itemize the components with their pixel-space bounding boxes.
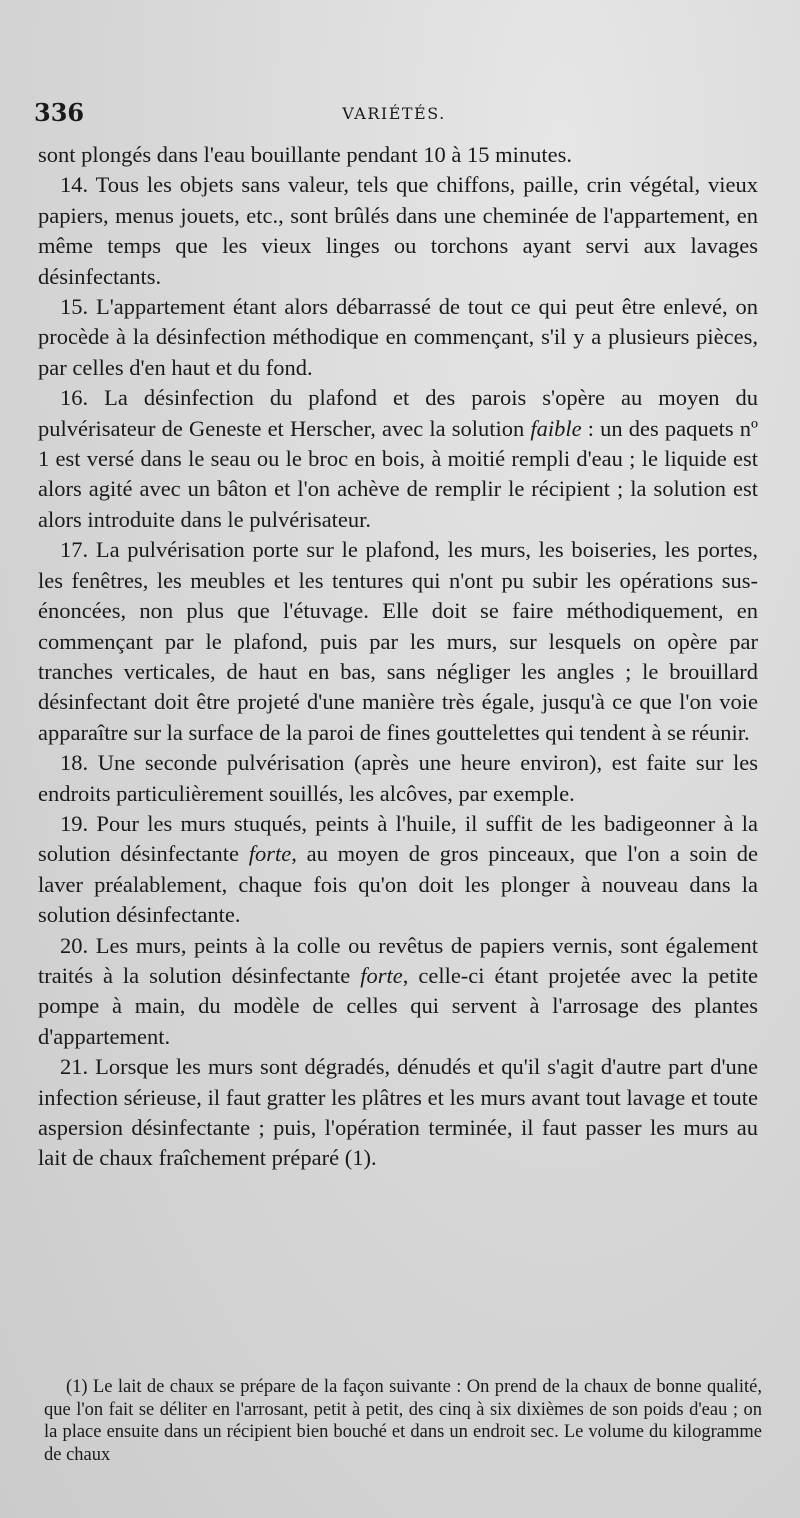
- paragraph-21: 21. Lorsque les murs sont dégradés, dénudés et qu'il s'agit d'autre part d'une infection sérieuse, il faut gratter les plâtres et les murs avant tout lavage et toute aspersion désinfectante ; puis, l'opération terminée, il faut passer les murs au lait de chaux fraîchement préparé (1).: [38, 1054, 758, 1171]
- paragraph-20-text-a: 20. Les murs, peints à la colle ou revêtus de papiers vernis, sont également traités à la solution désinfectante: [38, 932, 758, 988]
- paragraph-17: 17. La pulvérisation porte sur le plafond, les murs, les boiseries, les portes, les fenêtres, les meubles et les tentures qui n'ont pu subir les opérations sus-énoncées, non plus que l'étuvage. Elle doit se faire méthodiquement, en commençant par le plafond, puis par les murs, sur lesquels on opère par tranches verticales, de haut en bas, sans négliger les angles ; le brouillard désinfectant doit être projeté d'une manière très égale, jusqu'à ce que l'on voie apparaître sur la surface de la paroi de fines gouttelettes qui tendent à se réunir.: [38, 537, 758, 745]
- footnote: [44, 1376, 762, 1466]
- paragraph-16-text-b: : un des paquets nº 1 est versé dans le seau ou le broc en bois, à moitié rempli d'eau ; le liquide est alors agité avec un bâton et l'on achève de remplir le récipient ; la solution est alors introduite dans le pulvérisateur.: [38, 415, 759, 532]
- paragraph-19-text-b: , au moyen de gros pinceaux, que l'on a soin de laver préalablement, chaque fois qu'on doit les plonger à nouveau dans la solution désinfectante.: [38, 841, 758, 928]
- paragraph-continuation: sont plongés dans l'eau bouillante pendant 10 à 15 minutes.: [38, 142, 572, 167]
- paragraph-16: [38, 383, 758, 535]
- paragraph-19-text-a: 19. Pour les murs stuqués, peints à l'huile, il suffit de les badigeonner à la solution désinfectante: [38, 810, 758, 867]
- body-text: [38, 140, 758, 1174]
- page-header: [34, 98, 754, 130]
- paragraph-19-emphasis: forte: [248, 841, 292, 867]
- paragraph-20: [38, 931, 758, 1053]
- paragraph-15: 15. L'appartement étant alors débarrassé de tout ce qui peut être enlevé, on procède à la désinfection méthodique en commençant, s'il y a plusieurs pièces, par celles d'en haut et du fond.: [38, 294, 758, 380]
- paragraph-16-emphasis: faible: [530, 415, 582, 441]
- paragraph-19: [38, 809, 758, 931]
- paragraph-20-text-b: , celle-ci étant projetée avec la petite pompe à main, du modèle de celles qui servent à l'arrosage des plantes d'appartement.: [38, 962, 758, 1049]
- paragraph-20-emphasis: forte: [360, 962, 403, 988]
- footnote-text: (1) Le lait de chaux se prépare de la façon suivante : On prend de la chaux de bonne qualité, que l'on fait se déliter en l'arrosant, petit à petit, des cinq à six dixièmes de son poids d'eau ; on la place ensuite dans un récipient bien bouché et dans un endroit sec. Le volume du kilogramme de chaux: [44, 1377, 762, 1465]
- page-number: 336: [34, 98, 85, 127]
- running-head: VARIÉTÉS.: [342, 104, 446, 123]
- paragraph-16-text-a: 16. La désinfection du plafond et des parois s'opère au moyen du pulvérisateur de Geneste et Herscher, avec la solution: [38, 385, 758, 441]
- paragraph-18: 18. Une seconde pulvérisation (après une heure environ), est faite sur les endroits particulièrement souillés, les alcôves, par exemple.: [38, 750, 758, 806]
- paragraph-14: 14. Tous les objets sans valeur, tels que chiffons, paille, crin végétal, vieux papiers, menus jouets, etc., sont brûlés dans une cheminée de l'appartement, en même temps que les vieux linges ou torchons ayant servi aux lavages désinfectants.: [38, 172, 758, 289]
